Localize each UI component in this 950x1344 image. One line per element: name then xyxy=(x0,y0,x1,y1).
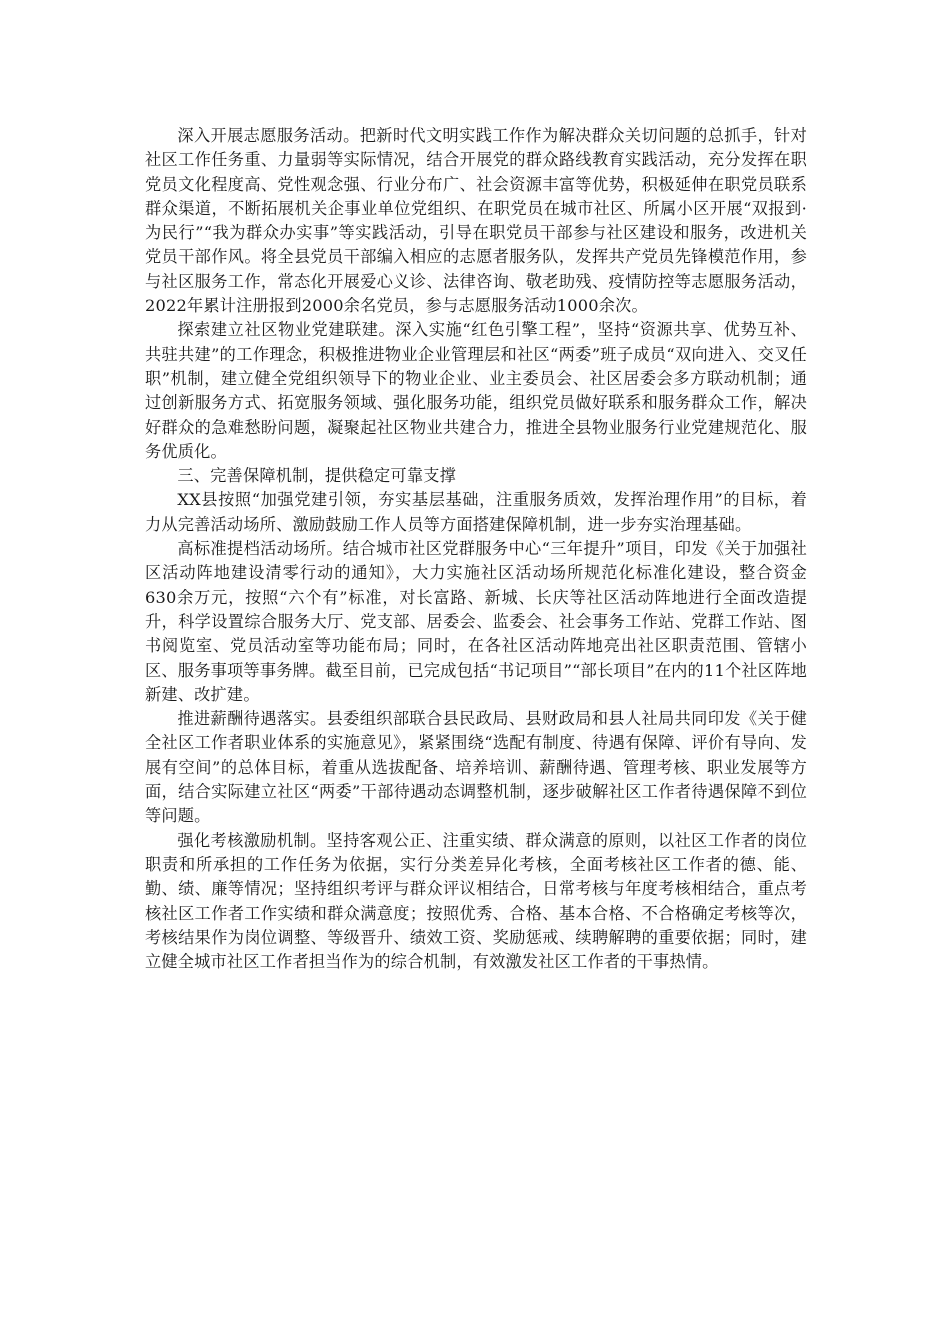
paragraph-volunteer-service: 深入开展志愿服务活动。把新时代文明实践工作作为解决群众关切问题的总抓手，针对社区工作任务重、力量弱等实际情况，结合开展党的群众路线教育实践活动，充分发挥在职党员文化程度高、党性观念强、行业分布广、社会资源丰富等优势，积极延伸在职党员联系群众渠道，不断拓展机关企事业单位党组织、在职党员在城市社区、所属小区开展“双报到·为民行”“我为群众办实事”等实践活动，引导在职党员干部参与社区建设和服务，改进机关党员干部作风。将全县党员干部编入相应的志愿者服务队，发挥共产党员先锋模范作用，参与社区服务工作，常态化开展爱心义诊、法律咨询、敬老助残、疫情防控等志愿服务活动，2022年累计注册报到2000余名党员，参与志愿服务活动1000余次。 xyxy=(145,126,807,316)
section-heading-guarantee-mechanism: 三、完善保障机制，提供稳定可靠支撑 xyxy=(177,466,456,486)
paragraph-county-goals: XX县按照“加强党建引领，夯实基层基础，注重服务质效，发挥治理作用”的目标，着力从完善活动场所、激励鼓励工作人员等方面搭建保障机制，进一步夯实治理基础。 xyxy=(145,490,807,534)
paragraph-assessment-incentives: 强化考核激励机制。坚持客观公正、注重实绩、群众满意的原则，以社区工作者的岗位职责和所承担的工作任务为依据，实行分类差异化考核，全面考核社区工作者的德、能、勤、绩、廉等情况；坚持组织考评与群众评议相结合，日常考核与年度考核相结合，重点考核社区工作者工作实绩和群众满意度；按照优秀、合格、基本合格、不合格确定考核等次，考核结果作为岗位调整、等级晋升、绩效工资、奖励惩戒、续聘解聘的重要依据；同时，建立健全城市社区工作者担当作为的综合机制，有效激发社区工作者的干事热情。 xyxy=(145,830,807,972)
paragraph-activity-venues: 高标准提档活动场所。结合城市社区党群服务中心“三年提升”项目，印发《关于加强社区活动阵地建设清零行动的通知》，大力实施社区活动场所规范化标准化建设，整合资金630余万元，按照“六个有”标准，对长富路、新城、长庆等社区活动阵地进行全面改造提升，科学设置综合服务大厅、党支部、居委会、监委会、社会事务工作站、党群工作站、图书阅览室、党员活动室等功能布局；同时，在各社区活动阵地亮出社区职责范围、管辖小区、服务事项等事务牌。截至目前，已完成包括“书记项目”“部长项目”在内的11个社区阵地新建、改扩建。 xyxy=(145,539,807,704)
document-body xyxy=(145,124,807,974)
paragraph-salary-benefits: 推进薪酬待遇落实。县委组织部联合县民政局、县财政局和县人社局共同印发《关于健全社区工作者职业体系的实施意见》，紧紧围绕“选配有制度、待遇有保障、评价有导向、发展有空间”的总体目标，着重从选拔配备、培养培训、薪酬待遇、管理考核、职业发展等方面，结合实际建立社区“两委”干部待遇动态调整机制，逐步破解社区工作者待遇保障不到位等问题。 xyxy=(145,709,807,826)
paragraph-property-party-building: 探索建立社区物业党建联建。深入实施“红色引擎工程”，坚持“资源共享、优势互补、共驻共建”的工作理念，积极推进物业企业管理层和社区“两委”班子成员“双向进入、交叉任职”机制，建立健全党组织领导下的物业企业、业主委员会、社区居委会多方联动机制；通过创新服务方式、拓宽服务领域、强化服务功能，组织党员做好联系和服务群众工作，解决好群众的急难愁盼问题，凝聚起社区物业共建合力，推进全县物业服务行业党建规范化、服务优质化。 xyxy=(145,320,807,461)
